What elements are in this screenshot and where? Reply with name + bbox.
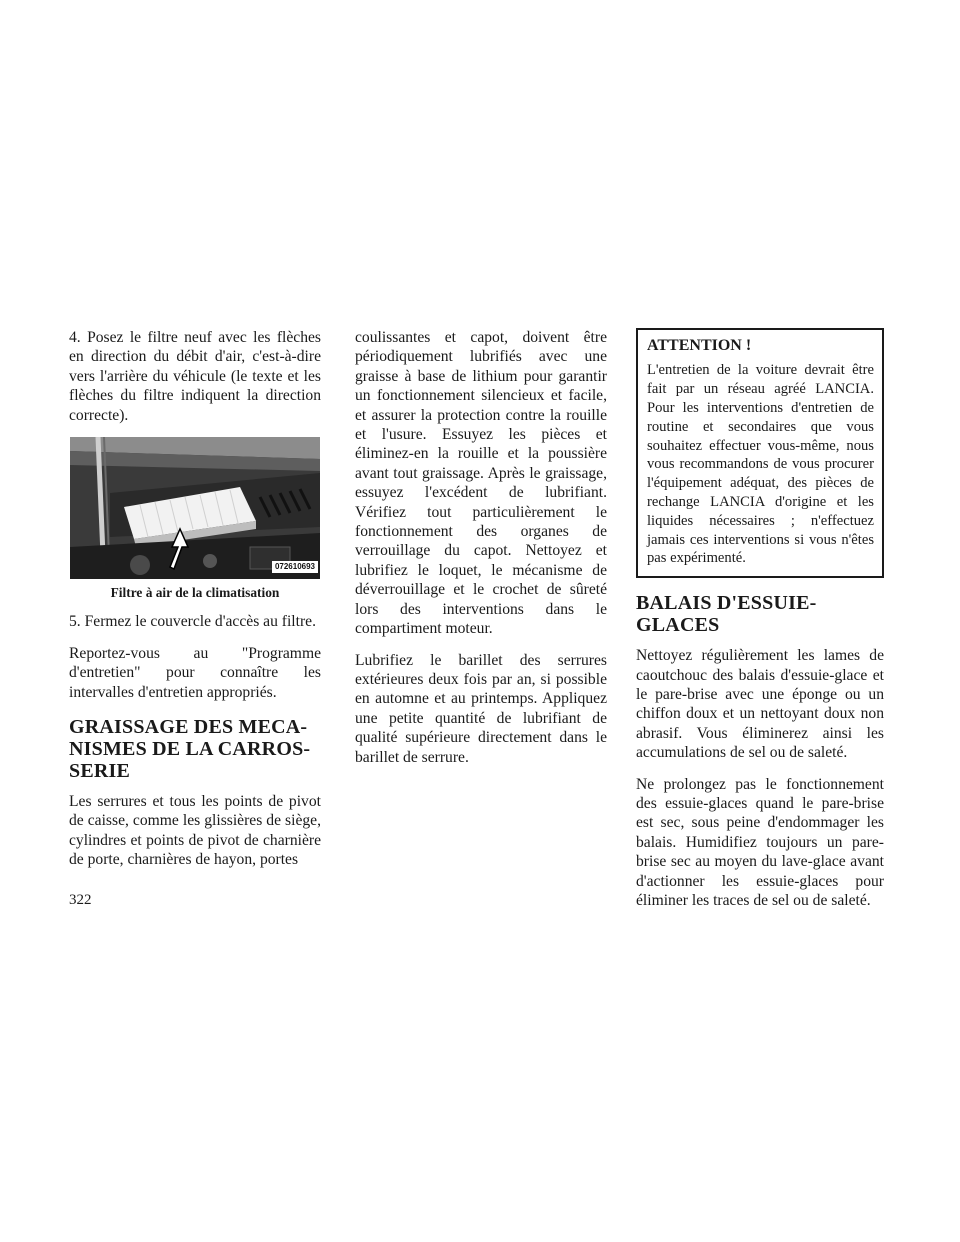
column-middle: [355, 328, 607, 779]
wiper-paragraph-2: Ne prolongez pas le fonctionnement des essuie-glaces quand le pare-brise est sec, sous peine d'endommager les balais. Humidifiez toujours un pare-brise sec au moyen du lave-glace avant d'actionner les essuie-glaces pour éliminer les traces de sel ou de saleté.: [636, 775, 884, 910]
warning-box: [636, 328, 884, 578]
column-right: [636, 328, 884, 922]
cabin-air-filter-figure: [70, 437, 320, 579]
lubrication-paragraph-1: coulissantes et capot, doivent être périodiquement lubrifiés avec une graisse à base de lithium pour garantir un fonctionnement silencieux et facile, et assurer la protection contre la rouille et l'usure. Essuyez les pièces et éliminez-en la rouille et la poussière avant tout graissage. Après le graissage, essuyez l'excédent de lubrifiant. Vérifiez tout particulièrement le fonctionnement des organes de verrouillage du capot. Nettoyez et lubrifiez le loquet, le mécanisme de déverrouillage et le crochet de sûreté lors des interventions dans le compartiment moteur.: [355, 329, 607, 638]
filter-illustration: [70, 437, 320, 579]
section-heading-wiper-blades: BALAIS D'ESSUIE-GLACES: [636, 592, 817, 637]
step-5-text: 5. Fermez le couvercle d'accès au filtre.: [69, 613, 316, 631]
column-left: [69, 328, 321, 882]
page-number: 322: [69, 892, 92, 908]
heading-line-3: SERIE: [69, 760, 131, 783]
lubrication-paragraph-2: Lubrifiez le barillet des serrures extérieures deux fois par an, si possible en automne et au printemps. Appliquez une petite quantité de lubrifiant de qualité supérieure directement dans le barillet de serrure.: [355, 651, 607, 766]
heading-line-1: GRAISSAGE DES MECA-: [69, 716, 308, 739]
figure-code: 072610693: [272, 561, 318, 573]
wiper-paragraph-1: Nettoyez régulièrement les lames de caoutchouc des balais d'essuie-glace et le pare-brise avec une éponge ou un chiffon doux et un nettoyant doux non abrasif. Vous éliminerez ainsi les accumulations de sel ou de saleté.: [636, 647, 884, 762]
warning-title: ATTENTION !: [647, 337, 752, 354]
warning-text: L'entretien de la voiture devrait être fait par un réseau agréé LANCIA. Pour les interventions d'entretien de routine et secondaires que vous souhaitez effectuer vous-même, nous vous recommandons de vous procurer l'équipement adéquat, des pièces de rechange LANCIA d'origine et les liquides nécessaires ; n'effectuez jamais ces interventions si vous n'êtes pas expérimenté.: [647, 362, 874, 567]
lubrication-intro-text: Les serrures et tous les points de pivot de caisse, comme les glissières de siège, cylindres et points de pivot de charnière de porte, charnières de hayon, portes: [69, 793, 321, 869]
figure-caption: Filtre à air de la climatisation: [110, 585, 280, 601]
heading-line-2: NISMES DE LA CARROS-: [69, 738, 311, 761]
section-heading-body-lubrication: [69, 716, 321, 782]
step-4-text: 4. Posez le filtre neuf avec les flèches en direction du débit d'air, c'est-à-dire vers l'arrière du véhicule (le texte et les flèches du filtre indiquent la direction correcte).: [69, 329, 321, 424]
maintenance-schedule-text: Reportez-vous au "Programme d'entretien" pour connaître les intervalles d'entretien appropriés.: [69, 644, 321, 701]
